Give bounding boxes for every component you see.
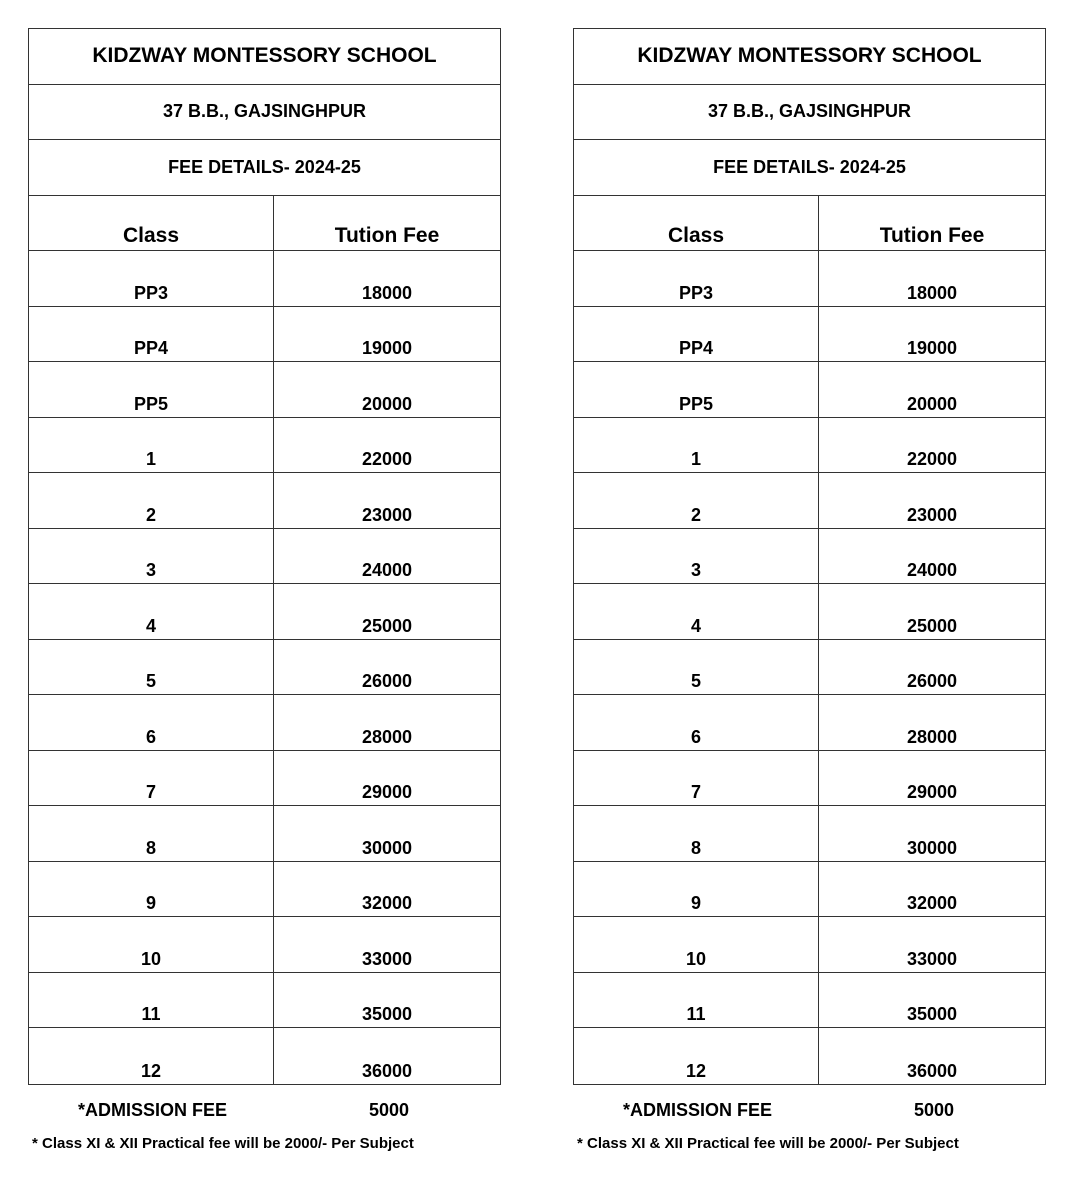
table-row <box>574 640 1045 696</box>
admission-fee-label: *ADMISSION FEE <box>622 1100 772 1120</box>
table-header-row <box>29 196 500 252</box>
table-row <box>29 973 500 1029</box>
table-row <box>574 917 1045 973</box>
school-address: 37 B.B., GAJSINGHPUR <box>29 85 500 141</box>
fee-cell: 36000 <box>361 1060 413 1081</box>
table-row <box>574 973 1045 1029</box>
class-cell: 6 <box>574 695 819 750</box>
fee-sheet-right <box>573 28 1046 1152</box>
column-header-class: Class <box>29 196 274 251</box>
fee-table <box>573 28 1046 1085</box>
fee-cell: 24000 <box>361 560 413 580</box>
fee-cell: 33000 <box>906 948 958 969</box>
class-cell: 7 <box>29 751 274 806</box>
table-body <box>29 251 500 1084</box>
table-row <box>29 640 500 696</box>
table-row <box>29 362 500 418</box>
table-row <box>29 917 500 973</box>
table-row <box>29 862 500 918</box>
fee-cell: 29000 <box>906 782 958 802</box>
column-header-tuition-fee: Tution Fee <box>879 224 985 247</box>
fee-cell: 28000 <box>906 726 958 747</box>
fee-cell: 32000 <box>361 893 413 913</box>
class-cell: 5 <box>29 640 274 695</box>
fee-cell: 26000 <box>361 671 413 691</box>
practical-fee-note: * Class XI & XII Practical fee will be 2000/- Per Subject <box>577 1134 959 1152</box>
class-cell: 9 <box>574 862 819 917</box>
class-cell: 2 <box>574 473 819 528</box>
admission-fee-label: *ADMISSION FEE <box>77 1100 227 1120</box>
fee-cell: 25000 <box>906 615 958 636</box>
admission-fee-row <box>28 1099 501 1123</box>
admission-fee-value: 5000 <box>368 1100 409 1120</box>
table-row <box>574 584 1045 640</box>
school-address: 37 B.B., GAJSINGHPUR <box>574 85 1045 141</box>
class-cell: PP5 <box>574 362 819 417</box>
table-row <box>29 251 500 307</box>
fee-cell: 20000 <box>906 393 958 414</box>
fee-cell: 18000 <box>361 282 413 303</box>
table-row <box>29 529 500 585</box>
fee-cell: 35000 <box>361 1004 413 1024</box>
class-cell: 11 <box>29 973 274 1028</box>
fee-cell: 23000 <box>361 504 413 525</box>
fee-cell: 22000 <box>906 449 958 469</box>
class-cell: 11 <box>574 973 819 1028</box>
fee-details-title: FEE DETAILS- 2024-25 <box>574 140 1045 196</box>
class-cell: 8 <box>574 806 819 861</box>
fee-cell: 22000 <box>361 449 413 469</box>
fee-cell: 25000 <box>361 615 413 636</box>
column-header-tuition-fee: Tution Fee <box>334 224 440 247</box>
table-row <box>29 418 500 474</box>
class-cell: 12 <box>574 1028 819 1084</box>
class-cell: 8 <box>29 806 274 861</box>
fee-cell: 20000 <box>361 393 413 414</box>
class-cell: PP3 <box>574 251 819 306</box>
class-cell: 7 <box>574 751 819 806</box>
table-header-row <box>574 196 1045 252</box>
practical-fee-note: * Class XI & XII Practical fee will be 2000/- Per Subject <box>32 1134 414 1152</box>
table-body <box>574 251 1045 1084</box>
column-header-class: Class <box>574 196 819 251</box>
fee-cell: 26000 <box>906 671 958 691</box>
school-name: KIDZWAY MONTESSORY SCHOOL <box>29 29 500 85</box>
fee-table <box>28 28 501 1085</box>
fee-cell: 19000 <box>906 338 958 358</box>
fee-cell: 30000 <box>906 837 958 858</box>
fee-details-title: FEE DETAILS- 2024-25 <box>29 140 500 196</box>
class-cell: 3 <box>574 529 819 584</box>
table-row <box>29 584 500 640</box>
class-cell: 2 <box>29 473 274 528</box>
class-cell: PP4 <box>574 307 819 362</box>
fee-cell: 30000 <box>361 837 413 858</box>
table-row <box>29 307 500 363</box>
fee-cell: 28000 <box>361 726 413 747</box>
table-row <box>574 418 1045 474</box>
table-row <box>29 751 500 807</box>
table-row <box>574 806 1045 862</box>
table-row <box>574 362 1045 418</box>
table-row <box>574 862 1045 918</box>
fee-cell: 23000 <box>906 504 958 525</box>
class-cell: 9 <box>29 862 274 917</box>
fee-cell: 18000 <box>906 282 958 303</box>
class-cell: PP4 <box>29 307 274 362</box>
table-row <box>29 695 500 751</box>
class-cell: 4 <box>574 584 819 639</box>
table-row <box>574 473 1045 529</box>
class-cell: 10 <box>29 917 274 972</box>
fee-cell: 36000 <box>906 1060 958 1081</box>
table-row <box>29 473 500 529</box>
fee-cell: 35000 <box>906 1004 958 1024</box>
table-row <box>574 695 1045 751</box>
fee-cell: 29000 <box>361 782 413 802</box>
class-cell: 4 <box>29 584 274 639</box>
admission-fee-value: 5000 <box>913 1100 954 1120</box>
table-row <box>29 806 500 862</box>
fee-cell: 33000 <box>361 948 413 969</box>
class-cell: 6 <box>29 695 274 750</box>
table-row <box>574 307 1045 363</box>
class-cell: PP3 <box>29 251 274 306</box>
table-row <box>574 251 1045 307</box>
class-cell: 12 <box>29 1028 274 1084</box>
fee-cell: 19000 <box>361 338 413 358</box>
table-row <box>574 529 1045 585</box>
class-cell: 1 <box>574 418 819 473</box>
class-cell: PP5 <box>29 362 274 417</box>
fee-cell: 24000 <box>906 560 958 580</box>
admission-fee-row <box>573 1099 1046 1123</box>
fee-cell: 32000 <box>906 893 958 913</box>
class-cell: 1 <box>29 418 274 473</box>
fee-sheet-left <box>28 28 501 1152</box>
school-name: KIDZWAY MONTESSORY SCHOOL <box>574 29 1045 85</box>
table-row <box>574 1028 1045 1084</box>
class-cell: 3 <box>29 529 274 584</box>
table-row <box>574 751 1045 807</box>
class-cell: 5 <box>574 640 819 695</box>
class-cell: 10 <box>574 917 819 972</box>
table-row <box>29 1028 500 1084</box>
